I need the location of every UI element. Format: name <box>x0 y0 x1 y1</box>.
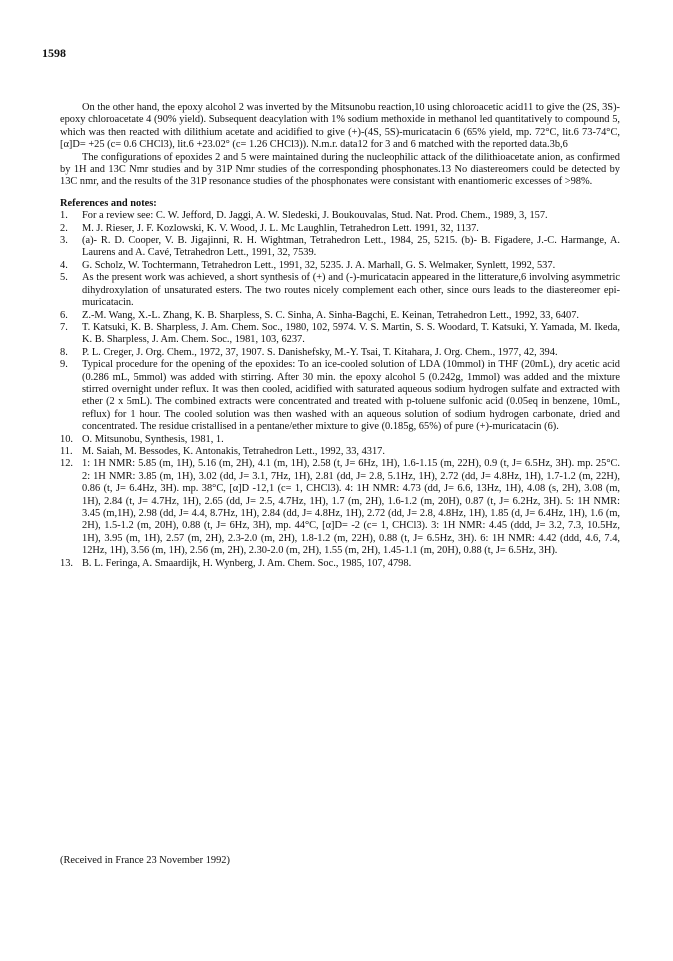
reference-text: As the present work was achieved, a short synthesis of (+) and (-)-muricatacin appeared in the litterature,6 involving asymmetric dihydroxylation of unsaturated esters. The two routes nicely complement each other, since ours leads to the diastereomer epi-muricatacin. <box>82 272 620 309</box>
reference-number: 3. <box>60 235 68 247</box>
reference-text: P. L. Creger, J. Org. Chem., 1972, 37, 1907. S. Danishefsky, M.-Y. Tsai, T. Kitahara, J. Org. Chem., 1977, 42, 394. <box>82 346 558 358</box>
reference-item <box>60 359 620 433</box>
reference-text: (a)- R. D. Cooper, V. B. Jigajinni, R. H. Wightman, Tetrahedron Lett., 1984, 25, 5215. (b)- B. Figadere, J.-C. Harmange, A. Laurens and A. Cavé, Tetrahedron Lett., 1991, 32, 7539. <box>82 235 620 259</box>
reference-text: O. Mitsunobu, Synthesis, 1981, 1. <box>82 433 224 445</box>
reference-item <box>60 310 620 322</box>
received-date: (Received in France 23 November 1992) <box>60 855 230 866</box>
reference-item <box>60 272 620 309</box>
reference-item <box>60 260 620 272</box>
reference-item <box>60 210 620 222</box>
reference-number: 10. <box>60 433 73 445</box>
reference-number: 5. <box>60 272 68 284</box>
reference-text: B. L. Feringa, A. Smaardijk, H. Wynberg, J. Am. Chem. Soc., 1985, 107, 4798. <box>82 557 412 569</box>
reference-text: G. Scholz, W. Tochtermann, Tetrahedron Lett., 1991, 32, 5235. J. A. Marhall, G. S. Welmaker, Synlett, 1992, 537. <box>82 259 556 271</box>
reference-text: Z.-M. Wang, X.-L. Zhang, K. B. Sharpless, S. C. Sinha, A. Sinha-Bagchi, E. Keinan, Tetrahedron Lett., 1992, 33, 6407. <box>82 309 580 321</box>
references-list <box>60 210 620 570</box>
reference-item <box>60 434 620 446</box>
reference-number: 4. <box>60 259 68 271</box>
reference-number: 9. <box>60 359 68 371</box>
article-body <box>60 102 620 570</box>
reference-number: 6. <box>60 309 68 321</box>
paragraph-2: The configurations of epoxides 2 and 5 were maintained during the nucleophilic attack of the dilithioacetate anion, as confirmed by 1H and 13C Nmr studies and by 31P Nmr studies of the corresponding phosphonates.13 No diastereomers could be detected by 13C nmr, and the results of the 31P resonance studies of the phosphonates were consistant with enantiomeric excesses of >98%. <box>60 151 620 188</box>
reference-text: M. Saiah, M. Bessodes, K. Antonakis, Tetrahedron Lett., 1992, 33, 4317. <box>82 445 385 457</box>
reference-number: 2. <box>60 222 68 234</box>
reference-number: 8. <box>60 346 68 358</box>
page-number: 1598 <box>42 46 66 60</box>
reference-item <box>60 458 620 557</box>
reference-number: 11. <box>60 445 73 457</box>
reference-number: 13. <box>60 557 73 569</box>
reference-number: 1. <box>60 210 68 222</box>
references-heading: References and notes: <box>60 197 157 209</box>
reference-item <box>60 347 620 359</box>
reference-number: 7. <box>60 321 68 333</box>
reference-text: 1: 1H NMR: 5.85 (m, 1H), 5.16 (m, 2H), 4.1 (m, 1H), 2.58 (t, J= 6Hz, 1H), 1.6-1.15 (m, 22H), 0.9 (t, J= 6.5Hz, 3H). mp. 25°C. 2: 1H NMR: 3.85 (m, 1H), 3.02 (dd, J= 3.1, 7Hz, 1H), 2.81 (dd, J= 2.8, 5.1Hz, 1H), 2.72 (dd, J= 4.8Hz, 1H), 1.7-1.2 (m, 22H), 0.86 (t, J= 6.4Hz, 3H). mp. 38°C, [α]D -12,1 (c= 1, CHCl3). 4: 1H NMR: 4.73 (dd, J= 6.6, 13Hz, 1H), 4.08 (s, 2H), 3.08 (m, 1H), 2.84 (t, J= 4.7Hz, 1H), 2.65 (dd, J= 2.5, 4.7Hz, 1H), 1.7 (m, 2H), 1.6-1.2 (m, 20H), 0.87 (t, J= 6.2Hz, 3H). 5: 1H NMR: 3.45 (m,1H), 2.98 (dd, J= 4.4, 8.7Hz, 1H), 2.84 (dd, J= 4.8Hz, 1H), 2.72 (dd, J= 2.8, 4.8Hz, 1H), 1.85 (d, J= 6.4Hz, 1H), 1.6 (m, 2H), 1.5-1.2 (m, 20H), 0.88 (t, J= 6Hz, 3H), mp. 44°C, [α]D= -2 (c= 1, CHCl3). 3: 1H NMR: 4.45 (ddd, J= 3.2, 7.3, 10.5Hz, 1H), 3.95 (m, 1H), 2.57 (m, 2H), 2.3-2.0 (m, 2H), 1.8-1.2 (m, 22H), 0.88 (t, J= 6.5Hz, 3H). 6: 1H NMR: 4.42 (ddd, 4.6, 7.4, 12Hz, 1H), 3.56 (m, 1H), 2.56 (m, 2H), 2.30-2.0 (m, 2H), 1.55 (m, 2H), 1.45-1.1 (m, 20H), 0.88 (t, J= 6.5Hz, 3H). <box>82 458 620 557</box>
reference-item <box>60 322 620 347</box>
reference-item <box>60 446 620 458</box>
reference-item <box>60 558 620 570</box>
reference-item <box>60 223 620 235</box>
reference-number: 12. <box>60 458 73 470</box>
reference-item <box>60 235 620 260</box>
reference-text: T. Katsuki, K. B. Sharpless, J. Am. Chem. Soc., 1980, 102, 5974. V. S. Martin, S. S. Woodard, T. Katsuki, Y. Yamada, M. Ikeda, K. B. Sharpless, J. Am. Chem. Soc., 1981, 103, 6237. <box>82 321 620 346</box>
reference-text: Typical procedure for the opening of the epoxides: To an ice-cooled solution of LDA (10mmol) in THF (20mL), dry acetic acid (0.286 mL, 5mmol) was added with stirring. After 30 min. the epoxy alcohol 5 (0.242g, 1mmol) was added and the mixture stirred overnight under reflux. It was then cooled, acidified with saturated aqueous sodium hydrogen sulfate and extracted with ether (2 x 5mL). The combined extracts were concentrated and treated with p-toluene sulfonic acid (0.05eq in benzene, 10mL, reflux) for 1 hour. The cooled solution was then washed with an aqueous solution of sodium hydrogen carbonate, dried and concentrated. The residue cristallised in a pentane/ether mixture to give (0.185g, 65%) of pure (+)-muricatacin (6). <box>82 359 620 433</box>
reference-text: M. J. Rieser, J. F. Kozlowski, K. V. Wood, J. L. Mc Laughlin, Tetrahedron Lett. 1991, 32, 1137. <box>82 222 479 234</box>
reference-text: For a review see: C. W. Jefford, D. Jaggi, A. W. Sledeski, J. Boukouvalas, Stud. Nat. Prod. Chem., 1989, 3, 157. <box>82 210 548 222</box>
paragraph-1: On the other hand, the epoxy alcohol 2 was inverted by the Mitsunobu reaction,10 using chloroacetic acid11 to give the (2S, 3S)- epoxy chloroacetate 4 (90% yield). Subsequent deacylation with 1% sodium methoxide in methanol led quantitatively to compound 5, which was then reacted with dilithium acetate and acidified to give (+)-(4S, 5S)-muricatacin 6 (65% yield, mp. 72°C, lit.6 73-74°C, [α]D= +25 (c= 0.6 CHCl3), lit.6 +23.02° (c= 1.26 CHCl3)). N.m.r. data12 for 3 and 6 matched with the reported data.3b,6 <box>60 102 620 151</box>
